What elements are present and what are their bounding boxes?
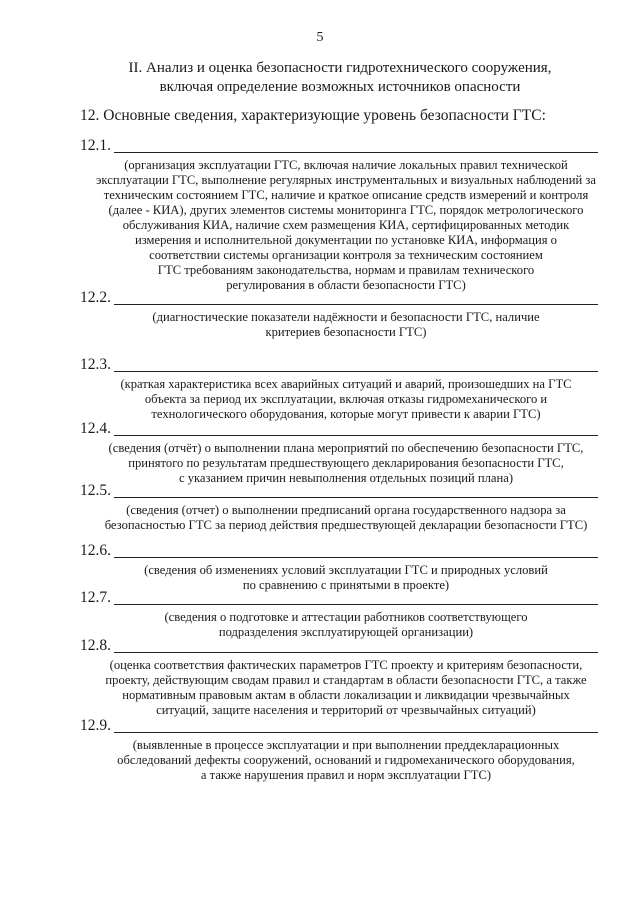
description-line: критериев безопасности ГТС) bbox=[265, 325, 427, 339]
description-line: ГТС требованиям законодательства, нормам и правилам технического bbox=[157, 263, 535, 277]
description-line: подразделения эксплуатирующей организации) bbox=[218, 625, 474, 639]
item-description bbox=[76, 441, 616, 486]
description-line: а также нарушения правил и норм эксплуатации ГТС) bbox=[200, 768, 492, 782]
form-item bbox=[76, 419, 616, 486]
form-item bbox=[76, 355, 616, 422]
description-line: проекту, действующим сводам правил и стандартам в области безопасности ГТС, а также bbox=[105, 673, 587, 687]
form-item bbox=[76, 288, 616, 340]
fill-in-line bbox=[114, 304, 598, 305]
description-line: (сведения (отчёт) о выполнении плана мероприятий по обеспечению безопасности ГТС, bbox=[108, 441, 584, 455]
fill-in-line bbox=[114, 732, 598, 733]
fill-in-line bbox=[114, 435, 598, 436]
description-line: (далее - КИА), других элементов системы мониторинга ГТС, порядок метрологического bbox=[108, 203, 584, 217]
item-description bbox=[76, 658, 616, 718]
description-line: по сравнению с принятыми в проекте) bbox=[242, 578, 450, 592]
description-line: измерения и исполнительной документации по установке КИА, информация о bbox=[135, 233, 557, 247]
description-line: (диагностические показатели надёжности и безопасности ГТС, наличие bbox=[152, 310, 540, 324]
item-number: 12.5. bbox=[80, 482, 111, 499]
description-line: (сведения об изменениях условий эксплуатации ГТС и природных условий bbox=[144, 563, 548, 577]
description-line: безопасностью ГТС за период действия предшествующей декларации безопасности ГТС) bbox=[104, 518, 588, 532]
item-number: 12.8. bbox=[80, 637, 111, 654]
item-number: 12.1. bbox=[80, 137, 111, 154]
item-number: 12.2. bbox=[80, 289, 111, 306]
item-number: 12.4. bbox=[80, 420, 111, 437]
item-description bbox=[76, 310, 616, 340]
fill-in-line bbox=[114, 652, 598, 653]
item-description bbox=[76, 503, 616, 533]
description-line: (краткая характеристика всех аварийных ситуаций и аварий, произошедших на ГТС bbox=[120, 377, 572, 391]
description-line: соответствии системы организации контроля за техническим состоянием bbox=[149, 248, 543, 262]
description-line: (организация эксплуатации ГТС, включая наличие локальных правил технической bbox=[124, 158, 568, 172]
item-number: 12.6. bbox=[80, 542, 111, 559]
fill-in-line bbox=[114, 371, 598, 372]
description-line: техническим состоянием ГТС, наличие и краткое описание средств измерений и контроля bbox=[103, 188, 589, 202]
section-heading: 12. Основные сведения, характеризующие уровень безопасности ГТС: bbox=[80, 107, 546, 124]
fill-in-line bbox=[114, 152, 598, 153]
page-number: 5 bbox=[316, 30, 324, 45]
form-item bbox=[76, 136, 616, 293]
description-line: нормативным правовым актам в области локализации и ликвидации чрезвычайных bbox=[122, 688, 570, 702]
item-number: 12.7. bbox=[80, 589, 111, 606]
description-line: ситуаций, защите населения и территорий от чрезвычайных ситуаций) bbox=[156, 703, 536, 717]
description-line: с указанием причин невыполнения отдельных позиций плана) bbox=[178, 471, 514, 485]
description-line: эксплуатации ГТС, выполнение регулярных инструментальных и визуальных наблюдений за bbox=[96, 173, 596, 187]
item-number: 12.9. bbox=[80, 717, 111, 734]
section-title bbox=[60, 59, 620, 97]
item-description bbox=[76, 377, 616, 422]
description-line: (выявленные в процессе эксплуатации и при выполнении преддекларационных bbox=[132, 738, 560, 752]
description-line: обслуживания КИА, наличие схем размещения КИА, сертифицированных методик bbox=[122, 218, 570, 232]
description-line: регулирования в области безопасности ГТС) bbox=[226, 278, 466, 292]
item-description bbox=[76, 738, 616, 783]
item-number: 12.3. bbox=[80, 356, 111, 373]
form-item bbox=[76, 636, 616, 718]
description-line: технологического оборудования, которые могут привести к аварии ГТС) bbox=[151, 407, 541, 421]
fill-in-line bbox=[114, 557, 598, 558]
description-line: обследований дефекты сооружений, оснований и гидромеханического оборудования, bbox=[117, 753, 575, 767]
description-line: объекта за период их эксплуатации, включая отказы гидромеханического и bbox=[144, 392, 548, 406]
fill-in-line bbox=[114, 604, 598, 605]
section-title-line: включая определение возможных источников опасности bbox=[159, 79, 521, 95]
description-line: (сведения (отчет) о выполнении предписаний органа государственного надзора за bbox=[126, 503, 566, 517]
form-item bbox=[76, 716, 616, 783]
form-item bbox=[76, 481, 616, 533]
form-item bbox=[76, 588, 616, 640]
description-line: принятого по результатам предшествующего декларирования безопасности ГТС, bbox=[128, 456, 564, 470]
description-line: (сведения о подготовке и аттестации работников соответствующего bbox=[164, 610, 528, 624]
fill-in-line bbox=[114, 497, 598, 498]
form-item bbox=[76, 541, 616, 593]
item-description bbox=[76, 158, 616, 293]
description-line: (оценка соответствия фактических параметров ГТС проекту и критериям безопасности, bbox=[109, 658, 583, 672]
section-title-line: II. Анализ и оценка безопасности гидротехнического сооружения, bbox=[128, 60, 552, 76]
